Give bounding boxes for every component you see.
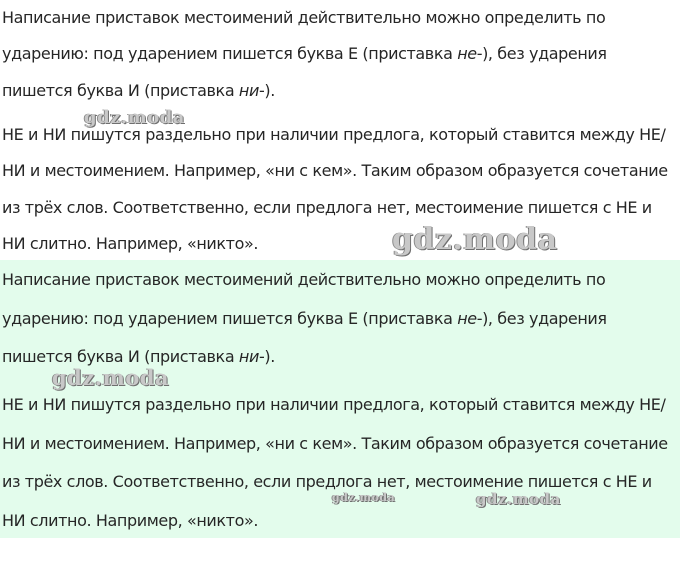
paragraph-prefix-rule: Написание приставок местоимений действительно можно определить по ударению: под ударением пишется буква Е (приставка не-), без ударения пишется буква И (приставка ни-). bbox=[2, 270, 607, 366]
paragraph-prefix-rule: Написание приставок местоимений действительно можно определить по ударению: под ударением пишется буква Е (приставка не-), без ударения пишется буква И (приставка ни-). bbox=[2, 8, 607, 100]
watermark-logo: gdz.moda bbox=[84, 107, 185, 128]
paragraph-preposition-rule: НЕ и НИ пишутся раздельно при наличии предлога, который ставится между НЕ/НИ и местоимением. Например, «ни с кем». Таким образом образуется сочетание из трёх слов. Соответственно, если предлога нет, местоимение пишется с НЕ и НИ слитно. Например, «никто». bbox=[2, 125, 668, 254]
paragraph-preposition-rule: НЕ и НИ пишутся раздельно при наличии предлога, который ставится между НЕ/НИ и местоимением. Например, «ни с кем». Таким образом образуется сочетание из трёх слов. Соответственно, если предлога нет, местоимение пишется с НЕ и НИ слитно. Например, «никто». bbox=[2, 395, 668, 530]
watermark-logo: gdz.moda bbox=[332, 491, 396, 504]
answer-block-1 bbox=[0, 0, 680, 258]
watermark-logo: gdz.moda bbox=[52, 365, 170, 390]
watermark-logo: gdz.moda bbox=[476, 490, 561, 508]
watermark-logo: gdz.moda bbox=[392, 222, 558, 257]
